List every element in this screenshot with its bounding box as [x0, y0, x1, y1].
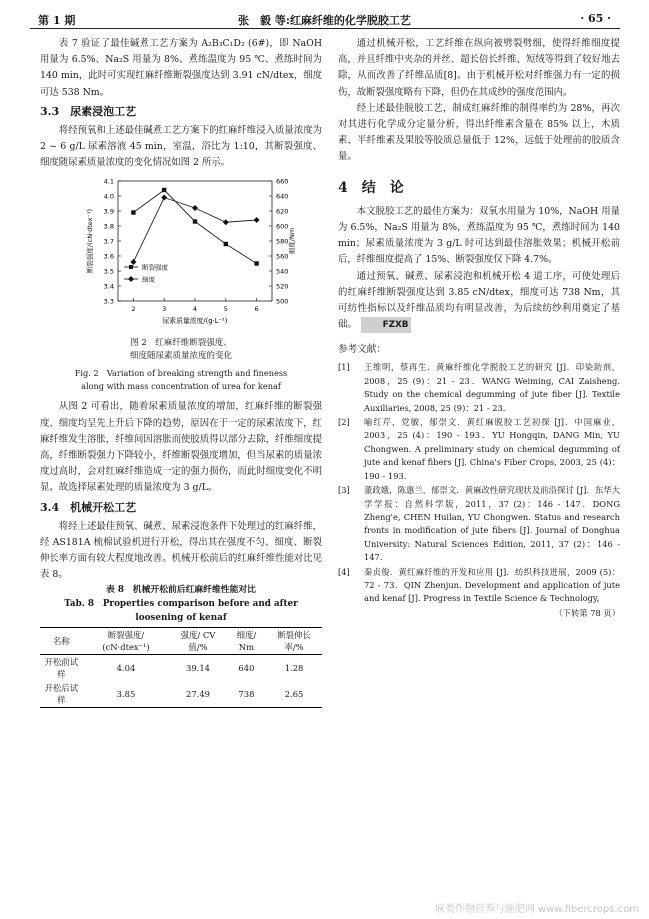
y-right-tick-label: 640	[276, 192, 289, 201]
table-header: 细度/ Nm	[236, 630, 257, 653]
legend-label: 断裂强度	[142, 263, 168, 272]
figure-caption-en: Fig. 2 Variation of breaking strength and fineness along with mass concentration of urea for kenaf	[74, 368, 288, 392]
y-right-tick-label: 620	[276, 207, 289, 216]
y-left-tick-label: 3.9	[103, 207, 114, 216]
x-tick-label: 4	[192, 305, 198, 314]
paragraph: 通过预氧、碱煮、尿素浸泡和机械开松 4 道工序，可使处理后的红麻纤维断裂强度达到 3.85 cN/dtex，细度可达 738 Nm，其可纺性指标以及纤维品质均有明显改善，为后续纺纱利用奠定了基础。 FZXB	[338, 269, 620, 334]
properties-table	[40, 627, 322, 708]
continued-note: （下转第 78 页）	[554, 607, 620, 618]
y-left-tick-label: 3.4	[103, 282, 114, 291]
y-right-tick-label: 540	[276, 267, 289, 276]
paragraph: 经上述最佳脱胶工艺，制成红麻纤维的制得率约为 28%，再次对其进行化学成分定量分析，得出纤维素含量在 85% 以上，木质素、半纤维素及果胶等胶质总量低于 12%，远低于处理前的胶质含量。	[338, 102, 620, 163]
table-row: 开松后试样 3.85 27.49 738 2.65	[40, 681, 322, 708]
y-right-tick-label: 520	[276, 282, 289, 291]
journal-code-badge: FZXB	[361, 317, 412, 333]
data-point-square	[254, 262, 258, 266]
paragraph: 将经预氧和上述最佳碱煮工艺方案下的红麻纤维浸入质量浓度为 2 ~ 6 g/L 尿素溶液 45 min，室温，浴比为 1:10，其断裂强度、细度随尿素质量浓度的变化情况如图 2 所示。	[40, 124, 322, 169]
data-point-diamond	[254, 217, 260, 223]
series-line-square	[133, 190, 256, 264]
y-left-tick-label: 3.8	[103, 222, 114, 231]
chart-svg	[40, 173, 322, 335]
table-title-en: Tab. 8 Properties comparison before and after loosening of kenaf	[64, 599, 298, 624]
data-point-square	[162, 188, 166, 192]
y-right-axis-label: 细度/Nm	[288, 228, 296, 255]
y-right-tick-label: 580	[276, 237, 289, 246]
data-point-diamond	[161, 195, 167, 201]
reference-item: [1] 王维明，蔡再生．黄麻纤维化学脱胶工艺的研究 [J]．印染助剂，2008，25 (9)：21 - 23．WANG Weiming, CAI Zaisheng. Study on the chemical degumming of jute fiber [J]. Textile Auxiliaries, 2008, 25 (9)：21 - 23.	[338, 362, 620, 413]
y-right-tick-label: 500	[276, 297, 289, 306]
running-title: 张 毅 等:红麻纤维的化学脱胶工艺	[238, 14, 411, 27]
table-header: 名称	[52, 636, 70, 647]
paragraph: 表 7 验证了最佳碱煮工艺方案为 A₂B₃C₁D₂ (6#)，即 NaOH 用量为 6.5%、Na₂S 用量为 8%、煮练温度为 95 ℃、煮练时间为 140 min，此时可实现红麻纤维断裂强度达到 3.91 cN/dtex，细度可达 538 Nm。	[40, 38, 322, 98]
x-tick-label: 5	[223, 305, 228, 314]
right-column	[338, 36, 620, 620]
x-tick-label: 2	[131, 305, 136, 314]
watermark: 麻类作物营养与施肥网 www.fibercrops.com	[434, 904, 639, 915]
reference-item: [3] 董政娥，陈惠兰，郁崇文．黄麻改性研究现状及前沿探讨 [J]．东华大学学报：自然科学版，2011，37 (2)：146 - 147．DONG Zheng'e, CHEN Huilan, YU Chongwen. Status and research fronts in modification of jute fibers [J]. Journal of Donghua University: Natural Sciences Edition, 2011, 37 (2)：146 - 147.	[338, 485, 620, 563]
x-axis-label: 尿素质量浓度/(g·L⁻¹)	[162, 317, 228, 326]
section-heading-3-4: 3.4 机械开松工艺	[40, 500, 137, 514]
x-tick-label: 6	[254, 305, 259, 314]
data-point-square	[131, 211, 135, 215]
table-row: 开松前试样 4.04 39.14 640 1.28	[44, 657, 304, 680]
table-header: 断裂伸长 率/%	[277, 630, 311, 653]
section-heading-conclusion: 4 结 论	[338, 179, 404, 196]
y-left-tick-label: 3.7	[103, 237, 114, 246]
figure-2-chart	[40, 173, 322, 335]
data-point-square	[224, 242, 228, 246]
data-point-square	[193, 220, 197, 224]
y-left-tick-label: 3.3	[103, 297, 114, 306]
paragraph: 通过机械开松，工艺纤维在纵向被劈裂劈细，使得纤维细度提高，并且纤维中夹杂的并丝、超长倍长纤维、短绒等得到了较好地去除，从而改善了纤维品质[8]。由于机械开松对纤维强力有一定的损伤，故断裂强度略有下降，但仍在其成纱的强度范围内。	[338, 38, 620, 98]
data-point-diamond	[223, 220, 229, 226]
legend-marker-square	[129, 265, 133, 269]
figure-caption-cn: 图 2 红麻纤维断裂强度、 细度随尿素质量浓度的变化	[129, 338, 232, 362]
y-left-tick-label: 3.6	[103, 252, 114, 261]
page-number: · 65 ·	[580, 12, 611, 25]
left-column	[40, 36, 322, 708]
references-heading: 参考文献：	[338, 344, 386, 356]
y-right-tick-label: 660	[276, 177, 289, 186]
data-point-diamond	[192, 205, 198, 211]
table-header: 断裂强度/ (cN·dtex⁻¹)	[102, 630, 150, 653]
header-rule	[30, 28, 620, 29]
x-tick-label: 3	[162, 305, 167, 314]
reference-list	[338, 361, 620, 605]
y-left-tick-label: 4.1	[103, 177, 114, 186]
data-point-diamond	[130, 259, 136, 265]
table-title-cn: 表 8 机械开松前后红麻纤维性能对比	[106, 585, 256, 596]
legend-label: 细度	[142, 275, 155, 284]
paragraph: 从图 2 可看出，随着尿素质量浓度的增加，红麻纤维的断裂强度、细度均呈先上升后下降的趋势，原因在于一定的尿素浓度下，红麻纤维发生溶胀，纤维间因溶胀而使胶质得以部分去除，纤维细度提高，纤维断裂强力下降较小，纤维断裂强度增加，但当尿素的质量浓度过高时，会对红麻纤维造成一定的强力损伤，而此时细度变化不明显。故选择尿素处理的质量浓度为 3 g/L。	[40, 401, 322, 494]
issue-number: 第 1 期	[38, 14, 76, 27]
paragraph: 本文脱胶工艺的最佳方案为：双氧水用量为 10%，NaOH 用量为 6.5%，Na₂S 用量为 8%，煮练温度为 95 ℃，煮练时间为 140 min；尿素质量浓度为 3 g/L 时可达到最佳溶胀效果；机械开松前后，纤维细度提高了 15%、断裂强度仅下降 4.7%。	[338, 205, 620, 266]
y-left-tick-label: 4.0	[103, 192, 114, 201]
table-header: 强度/ CV 值/%	[180, 630, 216, 653]
reference-item: [4] 秦贞俊．黄红麻纤维的开发和应用 [J]．纺织科技进展，2009 (5)：72 - 73．QIN Zhenjun. Development and application of jute and kenaf [J]. Progress in Textile Science & Technology,	[338, 566, 620, 604]
paragraph: 将经上述最佳预氧、碱煮、尿素浸泡条件下处理过的红麻纤维，经 AS181A 梳棉试验机进行开松，得出其在强度不匀、细度、断裂伸长率方面有较大程度地改善。机械开松前后的红麻纤维性能对比见表 8。	[40, 520, 322, 581]
y-left-axis-label: 断裂强度/(cN·dtex⁻¹)	[86, 209, 94, 274]
running-header	[0, 8, 649, 30]
section-heading-3-3: 3.3 尿素浸泡工艺	[40, 104, 137, 118]
legend-marker-diamond	[128, 276, 134, 282]
y-right-tick-label: 600	[276, 222, 289, 231]
y-left-tick-label: 3.5	[103, 267, 114, 276]
y-right-tick-label: 560	[276, 252, 289, 261]
reference-item: [2] 喻红芹，党敏，郁崇文．黄红麻脱胶工艺初探 [J]．中国麻业，2003，25 (4)：190 - 193．YU Hongqin, DANG Min, YU Chongwen. A preliminary study on chemical degumming of jute and kenaf fibers [J]. China's Fiber Crops, 2003, 25 (4)：190 - 193.	[338, 417, 620, 481]
